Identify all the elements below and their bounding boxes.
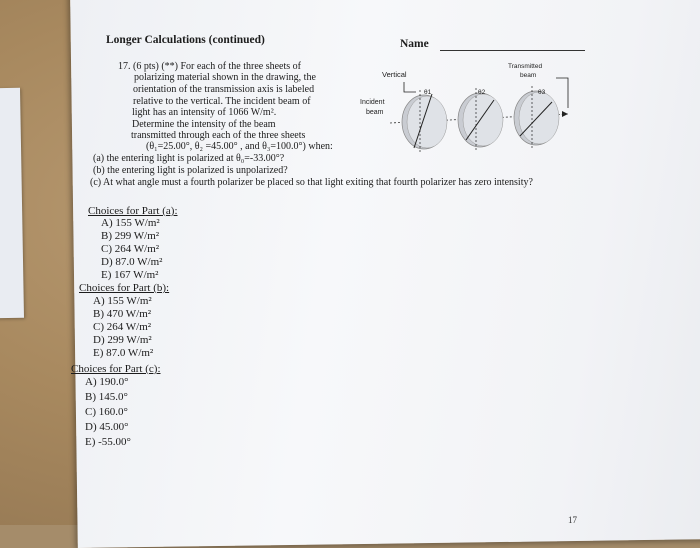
polarizer-disk-2 (458, 88, 503, 152)
beam-arrow-icon (562, 111, 568, 117)
problem-part-c: (c) At what angle must a fourth polarizer be placed so that light exiting that fourth polarizer has zero intensity? (90, 177, 533, 188)
part-a-option[interactable]: A) 155 W/m² (101, 217, 160, 229)
transmitted-label-line2: beam (520, 72, 537, 79)
part-c-option[interactable]: E) -55.00° (85, 436, 131, 448)
part-a-option[interactable]: E) 167 W/m² (101, 269, 159, 281)
problem-line-3: orientation of the transmission axis is labeled (133, 84, 315, 95)
part-a-option[interactable]: C) 264 W/m² (101, 243, 160, 255)
incident-label-line1: Incident (360, 99, 385, 106)
part-a-heading: Choices for Part (a): (88, 205, 178, 217)
problem-part-a: (a) the entering light is polarized at θ₀=-33.00°? (93, 153, 285, 164)
problem-line-7: transmitted through each of the three sheets (131, 130, 306, 141)
theta3-label: θ3 (538, 89, 546, 96)
page-number: 17 (568, 515, 577, 525)
problem-part-b: (b) the entering light is polarized is unpolarized? (93, 165, 288, 176)
part-b-option[interactable]: D) 299 W/m² (93, 334, 152, 346)
name-blank-line[interactable] (440, 50, 585, 51)
part-a-option[interactable]: D) 87.0 W/m² (101, 256, 163, 268)
name-label: Name (400, 38, 429, 50)
part-c-option[interactable]: A) 190.0° (85, 376, 129, 388)
part-c-heading: Choices for Part (c): (71, 363, 161, 375)
problem-line-5: light has an intensity of 1066 W/m². (132, 107, 277, 118)
vertical-reference-marker (404, 82, 416, 92)
theta2-label: θ2 (478, 89, 486, 96)
part-c-option[interactable]: D) 45.00° (85, 421, 129, 433)
problem-line-6: Determine the intensity of the beam (132, 119, 276, 130)
part-b-option[interactable]: E) 87.0 W/m² (93, 347, 154, 359)
part-c-option[interactable]: C) 160.0° (85, 406, 128, 418)
part-b-option[interactable]: C) 264 W/m² (93, 321, 152, 333)
part-a-option[interactable]: B) 299 W/m² (101, 230, 160, 242)
part-c-option[interactable]: B) 145.0° (85, 391, 128, 403)
problem-line-2: polarizing material shown in the drawing, the (134, 72, 316, 83)
problem-line-4: relative to the vertical. The incident beam of (133, 96, 311, 107)
adjacent-paper (0, 88, 24, 318)
problem-line-8: (θ₁=25.00°, θ₂ =45.00° , and θ₃=100.0°) when: (146, 141, 333, 152)
incident-label-line2: beam (366, 109, 384, 116)
page-title: Longer Calculations (continued) (106, 34, 265, 46)
polarizer-diagram (356, 60, 588, 168)
polarizer-disk-1 (402, 90, 447, 154)
transmitted-label-line1: Transmitted (508, 63, 543, 70)
part-b-option[interactable]: B) 470 W/m² (93, 308, 152, 320)
vertical-label: Vertical (382, 70, 407, 79)
part-b-heading: Choices for Part (b): (79, 282, 170, 294)
theta1-label: θ1 (424, 89, 432, 96)
problem-line-1: 17. (6 pts) (**) For each of the three sheets of (118, 61, 301, 72)
part-b-option[interactable]: A) 155 W/m² (93, 295, 152, 307)
